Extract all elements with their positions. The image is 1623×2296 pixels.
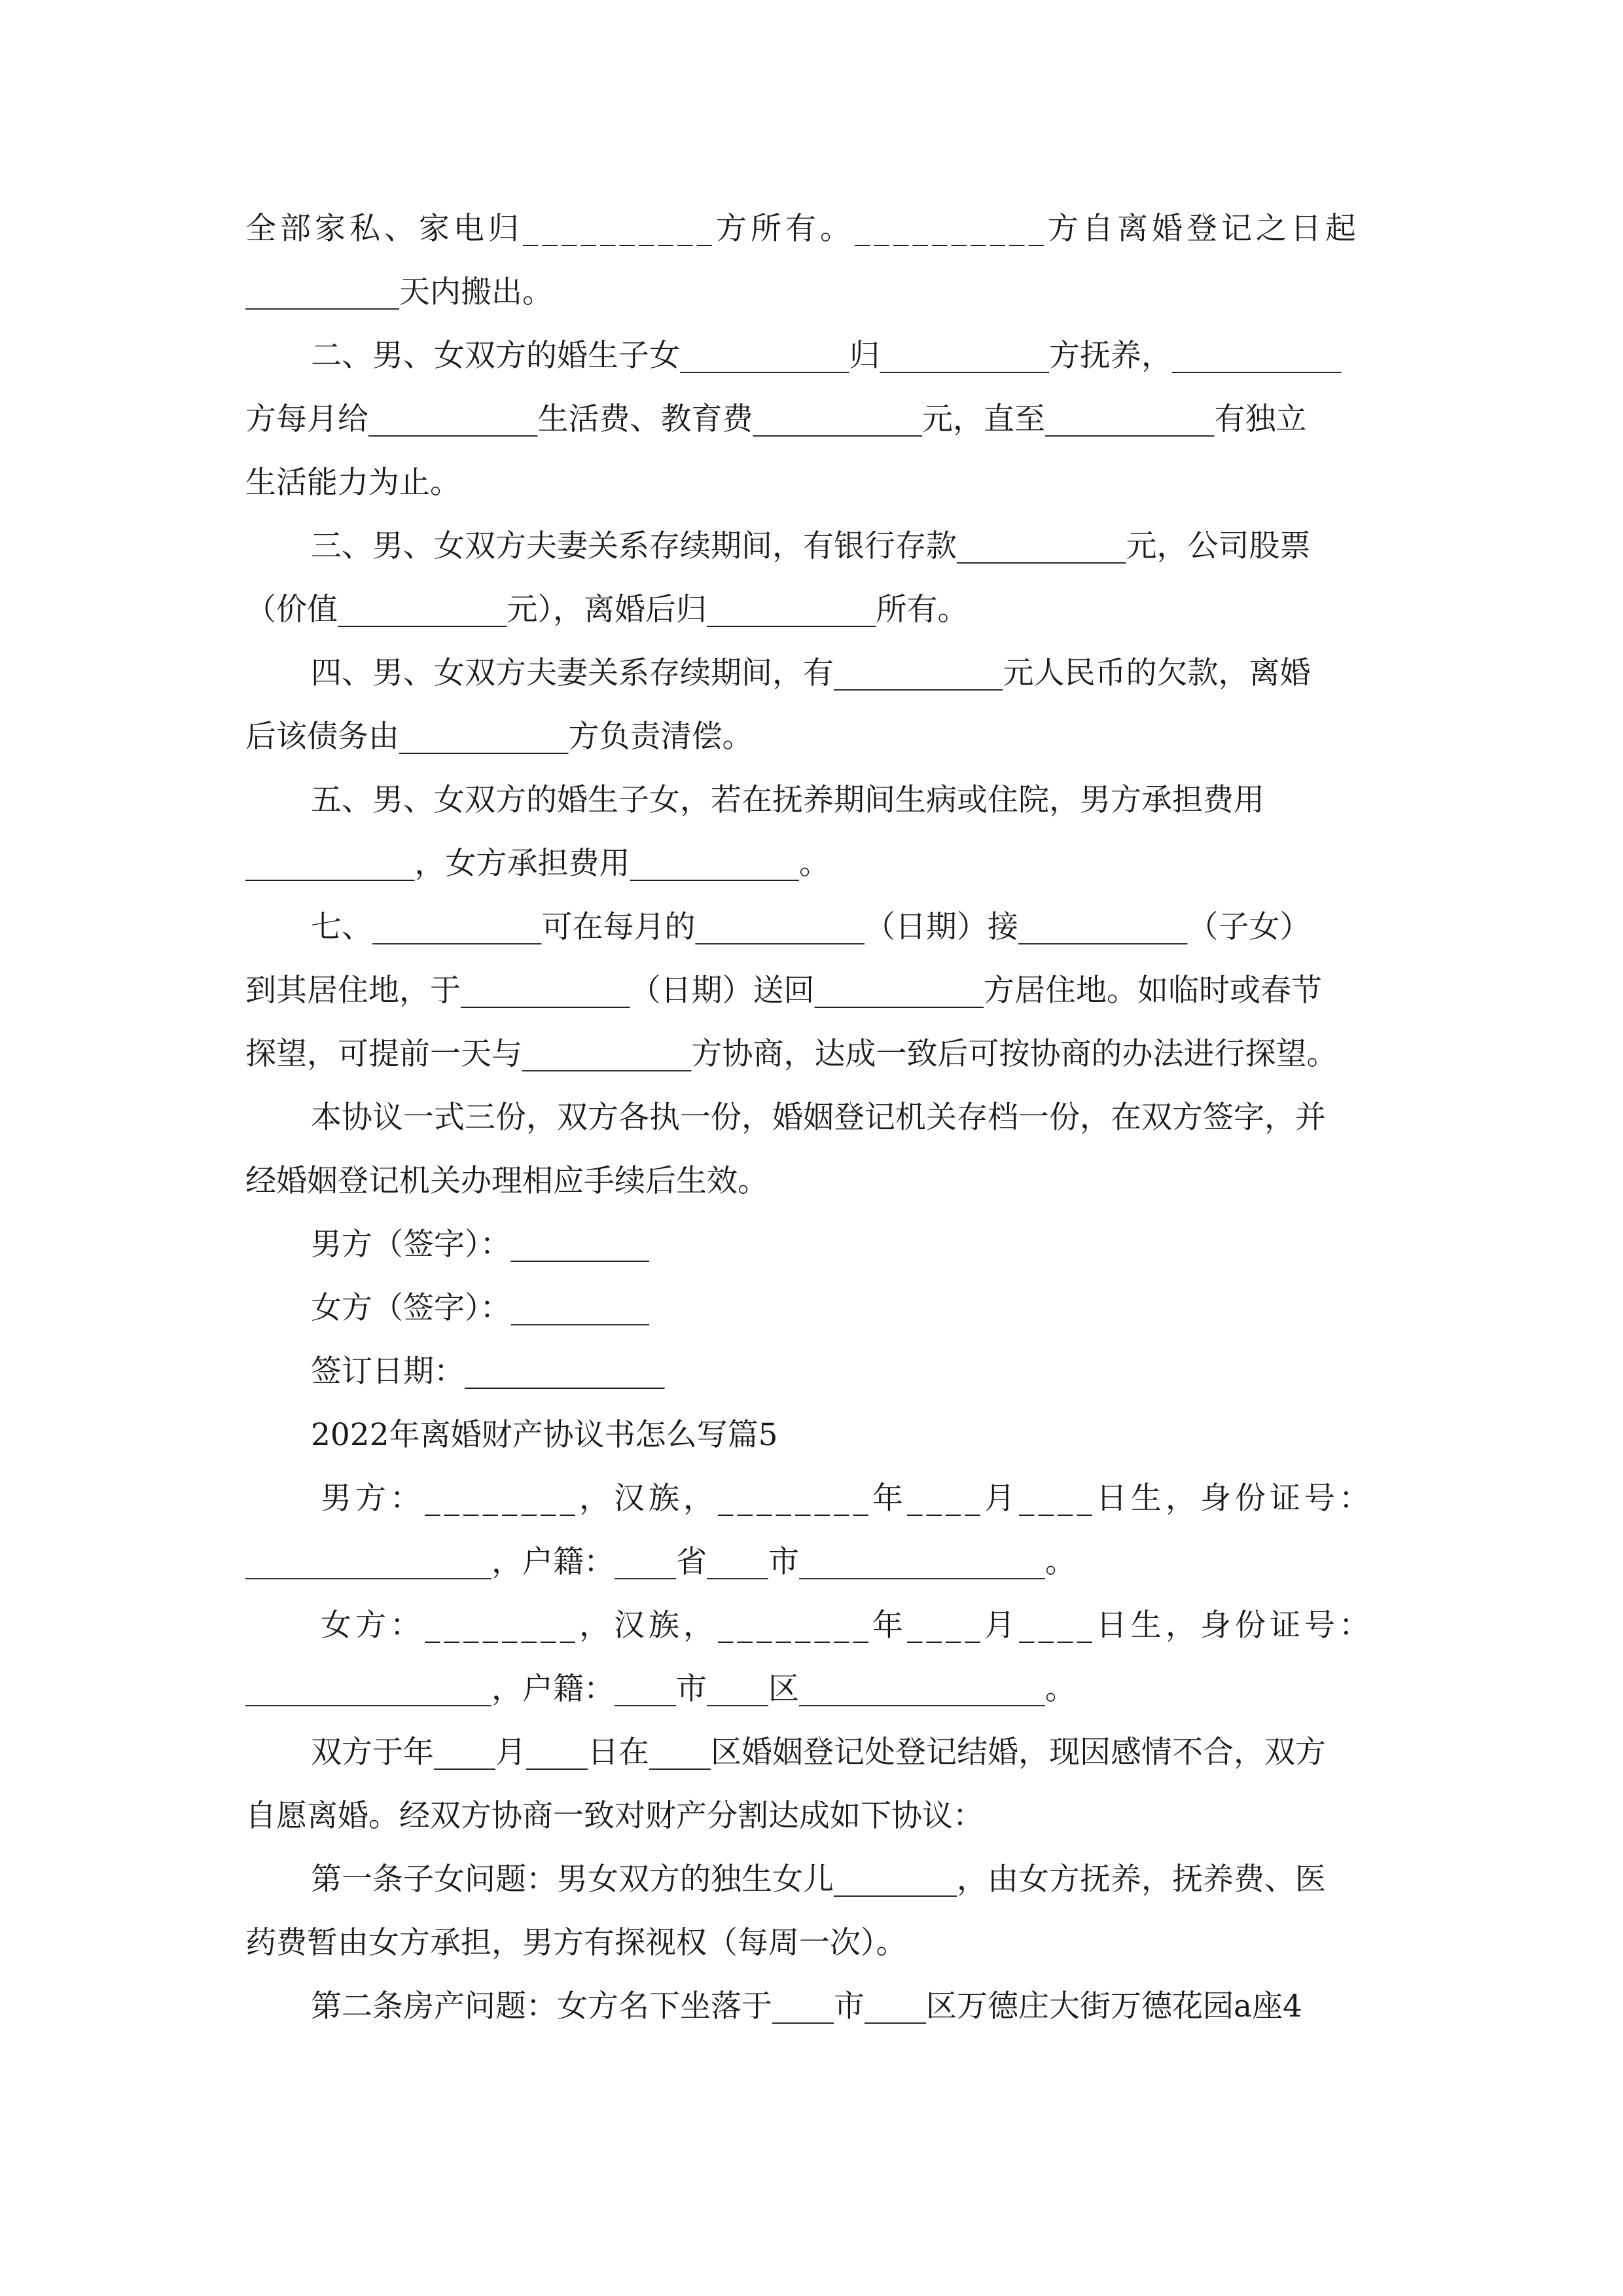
paragraph-line: （价值___________元），离婚后归___________所有。 (245, 592, 969, 628)
paragraph-line: 探望，可提前一天与___________方协商，达成一致后可按协商的办法进行探望。 (245, 1036, 1338, 1072)
paragraph-line: 后该债务由___________方负责清偿。 (245, 719, 753, 755)
paragraph-line: ________________，户籍：____市____区________________。 (245, 1671, 1076, 1707)
section-heading: 2022年离婚财产协议书怎么写篇5 (311, 1417, 778, 1453)
paragraph-line: 到其居住地，于___________（日期）送回___________方居住地。如临时或春节 (245, 973, 1322, 1009)
paragraph-line: 第一条子女问题：男女双方的独生女儿________，由女方抚养，抚养费、医 (311, 1861, 1326, 1897)
paragraph-line: 生活能力为止。 (245, 465, 461, 501)
signing-date-line: 签订日期：_____________ (311, 1354, 665, 1390)
paragraph-line: 三、男、女双方夫妻关系存续期间，有银行存款___________元，公司股票 (311, 528, 1311, 564)
paragraph-line: ________________，户籍：____省____市________________。 (245, 1544, 1076, 1580)
paragraph-line: 药费暂由女方承担，男方有探视权（每周一次）。 (245, 1925, 907, 1961)
paragraph-line: 二、男、女双方的婚生子女___________归___________方抚养，___________ (311, 338, 1342, 374)
paragraph-line: 七、___________可在每月的___________（日期）接___________（子女） (311, 909, 1311, 945)
paragraph-line: 本协议一式三份，双方各执一份，婚姻登记机关存档一份，在双方签字，并 (311, 1100, 1326, 1136)
paragraph-line: 男方：________，汉族，________年____月____日生，身份证号： (321, 1480, 1374, 1516)
paragraph-line: 经婚姻登记机关办理相应手续后生效。 (245, 1163, 768, 1199)
paragraph-line: __________天内搬出。 (245, 274, 553, 310)
paragraph-line: 女方：________，汉族，________年____月____日生，身份证号： (321, 1607, 1374, 1643)
paragraph-line: 第二条房产问题：女方名下坐落于____市____区万德庄大街万德花园a座4 (311, 1988, 1302, 2024)
paragraph-line: 五、男、女双方的婚生子女，若在抚养期间生病或住院，男方承担费用 (311, 782, 1264, 818)
paragraph-line: 四、男、女双方夫妻关系存续期间，有___________元人民币的欠款，离婚 (311, 655, 1311, 691)
paragraph-line: 全部家私、家电归__________方所有。__________方自离婚登记之日起 (245, 211, 1360, 247)
signature-line-female: 女方（签字）：_________ (311, 1290, 649, 1326)
paragraph-line: 自愿离婚。经双方协商一致对财产分割达成如下协议： (245, 1798, 984, 1834)
paragraph-line: ___________，女方承担费用___________。 (245, 846, 830, 882)
signature-line-male: 男方（签字）：_________ (311, 1227, 649, 1263)
paragraph-line: 方每月给___________生活费、教育费___________元，直至___________有独立 (245, 401, 1307, 437)
paragraph-line: 双方于年____月____日在____区婚姻登记处登记结婚，现因感情不合，双方 (311, 1734, 1326, 1770)
